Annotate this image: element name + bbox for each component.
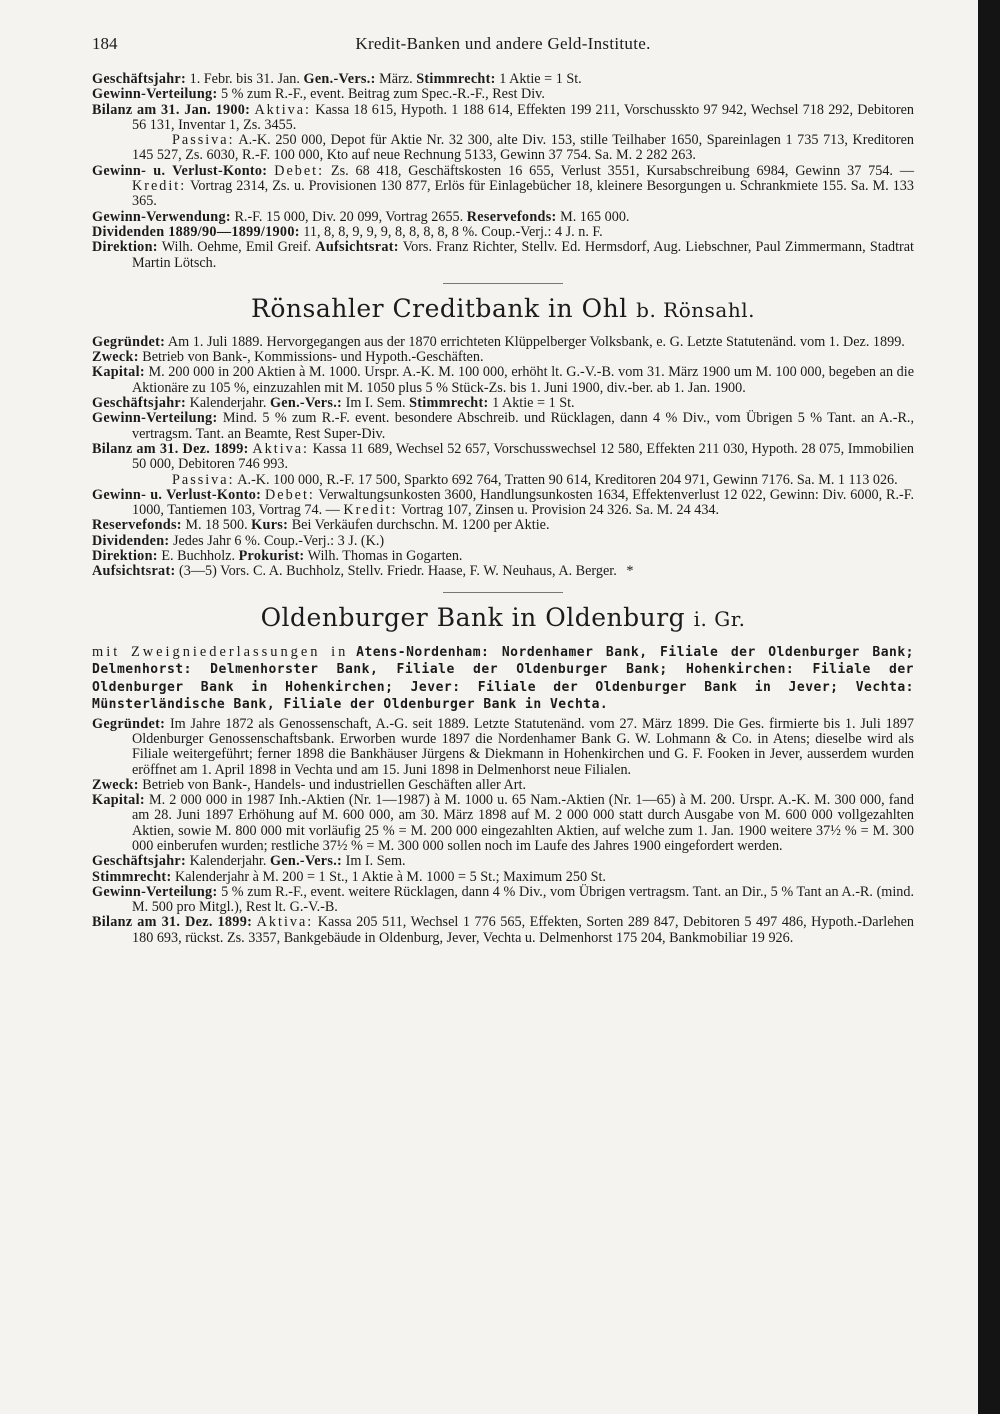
dividenden-line: Dividenden: Jedes Jahr 6 %. Coup.-Verj.: 3 J. (K.) [92, 532, 385, 549]
zweck-line: Zweck: Betrieb von Bank-, Kommissions- und Hypoth.-Geschäften. [92, 349, 484, 366]
gewinn-verteilung-line: Gewinn-Verteilung: Mind. 5 % zum R.-F. event. besondere Abschreib. und Rücklagen, dann 4 % Div., vom Übrigen 5 % Tant. an A.-R., vertragsm. Tant. an Beamte, Rest Super-Div. [92, 410, 914, 442]
document-page [92, 28, 914, 946]
gegruendet-line: Gegründet: Am 1. Juli 1889. Hervorgegangen aus der 1870 errichteten Klüppelberger Volksbank, e. G. Letzte Statutenänd. vom 1. Dez. 1899. [92, 333, 905, 350]
kapital-line: Kapital: M. 2 000 000 in 1987 Inh.-Aktien (Nr. 1—1987) à M. 1000 u. 65 Nam.-Aktien (Nr. 1—65) à M. 200. Urspr. A.-K. M. 300 000, fand am 28. Juni 1897 Erhöhung auf M. 600 000, am 30. März 1898 auf M. 2 000 000 statt durch Ausgabe von M. 600 000 vollgezahlten Aktien, sowie M. 800 000 mit vorläufig 25 % = M. 200 000 eingezahlten Aktien, auf welche zum 1. Jan. 1900 weitere 37½ % = M. 300 000 einberufen wurden; restliche 37½ % = M. 300 000 sollen noch im Laufe des Jahres 1900 eingefordert werden. [92, 792, 914, 854]
aufsichtsrat-line: Aufsichtsrat: (3—5) Vors. C. A. Buchholz, Stellv. Friedr. Haase, F. W. Neuhaus, A. Berger. * [92, 563, 634, 580]
zweck-line: Zweck: Betrieb von Bank-, Handels- und industriellen Geschäften aller Art. [92, 776, 527, 793]
branches-paragraph: mit Zweigniederlassungen in Atens-Nordenham: Nordenhamer Bank, Filiale der Oldenburger Bank; Delmenhorst: Delmenhorster Bank, Filiale der Oldenburger Bank; Hohenkirchen: Filiale der Oldenburger Bank in Hohenkirchen; Jever: Filiale der Oldenburger Bank in Jever; Vechta: Münsterländische Bank, Filiale der Oldenburger Bank in Vechta. [92, 643, 914, 713]
bank-title-roensahl: Rönsahler Creditbank in Ohl b. Rönsahl. [251, 293, 755, 323]
bilanz-aktiva: Bilanz am 31. Dez. 1899: Aktiva: Kassa 205 511, Wechsel 1 776 565, Effekten, Sorten 289 847, Debitoren 5 497 486, Hypoth.-Darlehen 180 693, rückst. Zs. 3357, Bankgebäude in Oldenburg, Jever, Vechta u. Delmenhorst 175 204, Bankmobiliar 19 926. [92, 914, 915, 946]
bilanz-passiva: Passiva: A.-K. 250 000, Depot für Aktie Nr. 32 300, alte Div. 153, stille Teilhaber 1650, Spareinlagen 1 735 713, Kreditoren 145 527, Zs. 6030, R.-F. 100 000, Kto auf neue Rechnung 5133, Gewinn 37 754. Sa. M. 2 282 263. [132, 132, 915, 164]
kapital-line: Kapital: M. 200 000 in 200 Aktien à M. 1000. Urspr. A.-K. M. 100 000, erhöht lt. G.-V.-B. vom 31. März 1900 um M. 100 000, begeben an die Aktionäre zu 105 %, einzuzahlen mit M. 1050 plus 5 % Stück-Zs. bis 1. Juni 1900, div.-ber. ab 1. Jan. 1900. [92, 364, 914, 396]
page-number: 184 [92, 34, 118, 53]
direktion-line: Direktion: Wilh. Oehme, Emil Greif. Aufsichtsrat: Vors. Franz Richter, Stellv. Ed. Hermsdorf, Aug. Liebschner, Paul Zimmermann, Stadtrat Martin Lötsch. [92, 239, 914, 271]
reservefonds-line: Reservefonds: M. 18 500. Kurs: Bei Verkäufen durchschn. M. 1200 per Aktie. [92, 517, 550, 534]
page-edge-shadow [978, 0, 1000, 1414]
stimmrecht-line: Stimmrecht: Kalenderjahr à M. 200 = 1 St., 1 Aktie à M. 1000 = 5 St.; Maximum 250 St. [92, 868, 606, 885]
footnote-asterisk: * [626, 563, 634, 580]
gewinn-verlust-konto: Gewinn- u. Verlust-Konto: Debet: Verwaltungsunkosten 3600, Handlungsunkosten 1634, Effektenverlust 12 022, Gewinn: Div. 6000, R.-F. 1000, Tantiemen 103, Vortrag 74. — Kredit: Vortrag 107, Zinsen u. Provision 24 326. Sa. M. 24 434. [92, 486, 915, 519]
dividenden-line: Dividenden 1889/90—1899/1900: 11, 8, 8, 9, 9, 9, 8, 8, 8, 8, 8 %. Coup.-Verj.: 4 J. n. F. [92, 223, 603, 240]
section-divider [443, 283, 563, 284]
entry-continued [92, 72, 914, 271]
bank-title-oldenburg: Oldenburger Bank in Oldenburg i. Gr. [260, 602, 746, 632]
gewinn-verwendung-line: Gewinn-Verwendung: R.-F. 15 000, Div. 20 099, Vortrag 2655. Reservefonds: M. 165 000. [92, 208, 630, 225]
bilanz-aktiva: Bilanz am 31. Dez. 1899: Aktiva: Kassa 11 689, Wechsel 52 657, Vorschusswechsel 12 580, Effekten 211 030, Hypoth. 28 075, Immobilien 50 000, Debitoren 746 993. [92, 440, 915, 473]
geschaeftsjahr-line: Geschäftsjahr: Kalenderjahr. Gen.-Vers.: Im I. Sem. [92, 853, 406, 870]
direktion-line: Direktion: E. Buchholz. Prokurist: Wilh. Thomas in Gogarten. [92, 548, 463, 565]
geschaeftsjahr-line: Geschäftsjahr: 1. Febr. bis 31. Jan. Gen.-Vers.: März. Stimmrecht: 1 Aktie = 1 St. [92, 71, 582, 87]
entry-roensahler-creditbank [92, 335, 914, 580]
gewinn-verteilung-line: Gewinn-Verteilung: 5 % zum R.-F., event. weitere Rücklagen, dann 4 % Div., vom Übrigen vertragsm. Tant. an Dir., 5 % Tant an A.-R. (mind. M. 500 pro Mitgl.), Rest lt. G.-V.-B. [92, 883, 914, 916]
entry-oldenburger-bank [92, 644, 914, 946]
gegruendet-line: Gegründet: Im Jahre 1872 als Genossenschaft, A.-G. seit 1889. Letzte Statutenänd. vom 27. März 1899. Die Ges. firmierte bis 1. Juli 1897 Oldenburger Genossenschaftsbank. Erworben wurde 1897 die Nordenhamer Bank G. W. Lohmann & Co. in Atens; dieselbe wird als Filiale weitergeführt; ferner 1898 die Bankhäuser Jürgens & Diekmann in Hohenkirchen und G. F. Fooken in Jever, ausserdem wurden eröffnet am 1. April 1898 in Vechta und am 15. Juni 1898 in Delmenhorst neue Filialen. [92, 715, 914, 778]
gewinn-verlust-konto: Gewinn- u. Verlust-Konto: Debet: Zs. 68 418, Geschäftskosten 16 655, Verlust 3551, Kursabschreibung 6984, Gewinn 37 754. — Kredit: Vortrag 2314, Zs. u. Provisionen 130 877, Erlös für Einlagebücher 18, kleinere Besorgungen u. Schrankmiete 155. Sa. M. 133 365. [92, 162, 915, 210]
geschaeftsjahr-line: Geschäftsjahr: Kalenderjahr. Gen.-Vers.: Im I. Sem. Stimmrecht: 1 Aktie = 1 St. [92, 395, 575, 412]
running-title: Kredit-Banken und andere Geld-Institute. [355, 34, 651, 53]
running-head [92, 28, 914, 58]
section-divider [443, 592, 563, 593]
bilanz-passiva: Passiva: A.-K. 100 000, R.-F. 17 500, Sparkto 692 764, Tratten 90 614, Kreditoren 204 971, Gewinn 7176. Sa. M. 1 113 026. [172, 471, 898, 488]
bilanz-aktiva: Bilanz am 31. Jan. 1900: Aktiva: Kassa 18 615, Hypoth. 1 188 614, Effekten 199 211, Vorschusskto 97 942, Wechsel 718 292, Debitoren 56 131, Inventar 1, Zs. 3455. [92, 101, 914, 133]
gewinn-verteilung-line: Gewinn-Verteilung: 5 % zum R.-F., event. Beitrag zum Spec.-R.-F., Rest Div. [92, 86, 545, 103]
